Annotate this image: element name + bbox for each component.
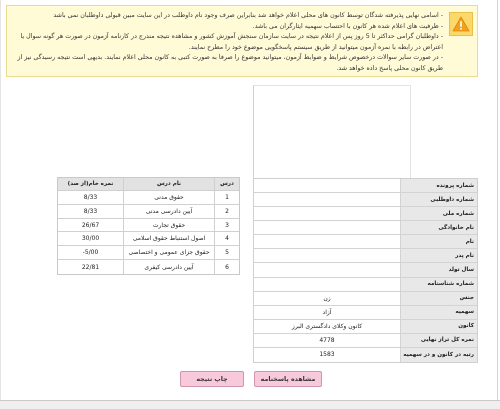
info-value (254, 221, 401, 234)
grade-score: 30/00 (81, 235, 100, 243)
grade-course-index: 2 (214, 205, 239, 218)
grade-row (58, 260, 239, 274)
grade-row (58, 205, 239, 219)
row-birth-year (254, 263, 477, 277)
header-course-name: نام درس (123, 178, 214, 190)
info-value (254, 193, 401, 206)
notice-box (6, 5, 478, 77)
info-value: آزاد (254, 306, 401, 319)
notice-line: - اسامی نهایی پذیرفته شدگان توسط کانون های محلی اعلام خواهد شد بنابراین صرف وجود نام داوطلب در این سایت مبین قبولی داوطلبان نمی باشد (53, 12, 443, 19)
warning-triangle-icon (452, 16, 470, 32)
info-label: سال تولد (401, 263, 477, 276)
info-label: سهمیه (401, 306, 477, 319)
grades-header-row (58, 178, 239, 191)
notice-line: - در صورت سایر سوالات درخصوص شرایط و ضوابط آزمون، میتوانید موضوع را صرفا به صورت کتبی به کانون محلی اعلام نمایند. بدیهی است نتیجه رسیدگی نیز از (17, 54, 443, 62)
grade-course-index: 6 (214, 260, 239, 274)
grade-course-index: 4 (214, 232, 239, 245)
info-value (254, 263, 401, 276)
notice-line: طریق کانون محلی پاسخ داده خواهد شد. (336, 64, 443, 72)
grade-course-name: آیین دادرسی کیفری (123, 260, 214, 274)
grade-row (58, 246, 239, 260)
info-value: 1583 (254, 348, 401, 362)
info-label: شماره پرونده (401, 179, 477, 192)
notice-line: - داوطلبان گرامی حداکثر تا 5 روز پس از اعلام نتیجه در سایت سازمان سنجش آموزش کشور و مشاهده نتیجه مندرج در کارنامه آزمون در صورت هر گونه سوال یا (20, 33, 443, 41)
row-quota (254, 306, 477, 320)
info-value (254, 179, 401, 192)
grade-course-name: حقوق مدنی (123, 191, 214, 204)
bottom-bar (0, 400, 500, 409)
row-last-name (254, 221, 477, 235)
warning-icon (449, 12, 473, 36)
grade-course-index: 3 (214, 219, 239, 232)
row-bar-association (254, 320, 477, 334)
info-value: زن (254, 292, 401, 305)
row-gender (254, 292, 477, 306)
grade-row (58, 232, 239, 246)
grade-course-index: 1 (214, 191, 239, 204)
grade-score: 26/67 (81, 221, 100, 229)
notice-text (12, 11, 443, 75)
grade-row (58, 191, 239, 205)
info-label: شماره شناسنامه (401, 278, 477, 291)
row-rank (254, 348, 477, 362)
info-value: 4778 (254, 334, 401, 347)
row-candidate-number (254, 193, 477, 207)
info-value (254, 249, 401, 262)
info-label: نام پدر (401, 249, 477, 262)
info-label: کانون (401, 320, 477, 333)
grade-course-index: 5 (214, 246, 239, 259)
row-national-id (254, 207, 477, 221)
grade-course-name: اصول استنباط حقوق اسلامی (123, 232, 214, 245)
info-label: شماره ملی (401, 207, 477, 220)
grade-score: -5/00 (82, 249, 99, 257)
grades-table (57, 177, 240, 275)
info-value (254, 278, 401, 291)
row-father-name (254, 249, 477, 263)
grade-score: 22/81 (81, 263, 100, 271)
view-answer-sheet-button[interactable]: مشاهده پاسخنامه (254, 371, 322, 387)
grade-row (58, 219, 239, 233)
candidate-info-table (253, 178, 478, 363)
info-value (254, 235, 401, 248)
grade-score: 8/33 (83, 207, 98, 215)
row-id-number (254, 278, 477, 292)
header-course-index: درس (214, 178, 239, 190)
row-file-number (254, 179, 477, 193)
grade-course-name: حقوق تجارت (123, 219, 214, 232)
header-score: نمره خام(از صد) (67, 181, 114, 187)
row-first-name (254, 235, 477, 249)
info-value (254, 207, 401, 220)
notice-line: - ظرفیت های اعلام شده هر کانون با احتساب سهمیه ایثارگران می باشد. (252, 22, 443, 30)
info-label: رتبه در کانون و در سهمیه (401, 348, 477, 362)
grade-course-name: آیین دادرسی مدنی (123, 205, 214, 218)
row-total-score (254, 334, 477, 348)
info-label: جنس (401, 292, 477, 305)
notice-line: اعتراض در رابطه با نمره آزمون میتوانید از طریق سیستم پاسخگویی موضوع خود را مطرح نمایند. (188, 43, 443, 51)
candidate-photo (253, 85, 411, 178)
info-label: شماره داوطلبی (401, 193, 477, 206)
info-value: کانون وکلای دادگستری البرز (254, 320, 401, 333)
grade-course-name: حقوق جزای عمومی و اختصاصی (123, 246, 214, 259)
info-label: نام خانوادگی (401, 221, 477, 234)
info-label: نمره کل تراز نهایی (401, 334, 477, 347)
grade-score: 8/33 (83, 193, 98, 201)
print-result-button[interactable]: چاپ نتیجه (180, 371, 244, 387)
info-label: نام (401, 235, 477, 248)
